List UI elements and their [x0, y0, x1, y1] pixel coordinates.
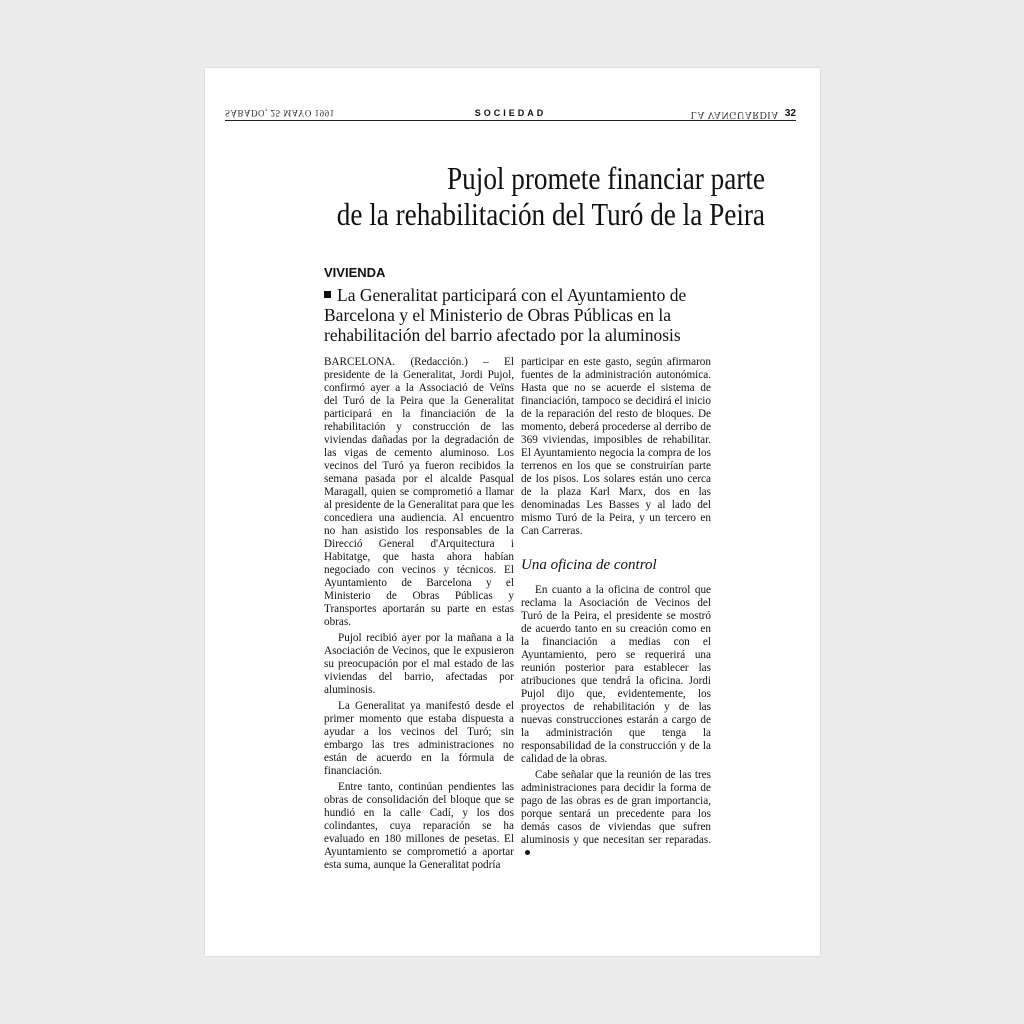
end-mark-icon: [525, 850, 530, 855]
masthead-right: [691, 107, 796, 120]
paragraph: En cuanto a la oficina de control que reclama la Asociación de Vecinos del Turó de la Peira, el presidente se mostró de acuerdo tanto en su creación como en la financiación a medias con el Ayuntamiento, pero se requerirá una reunión posterior para establecer las atribuciones que tendrá la oficina. Jordi Pujol dijo que, evidentemente, los proyectos de rehabilitación y de las nuevas construcciones estarán a cargo de la administración que tenga la responsabilidad de la construcción y de la calidad de la obras.: [521, 584, 711, 765]
headline-line-1: Pujol promete financiar parte: [447, 160, 765, 196]
paragraph-text: Cabe señalar que la reunión de las tres administraciones para decidir la forma de pago de las obras es de gran importancia, porque sentará un precedente para los demás casos de viviendas que sufren aluminosis y que necesitan ser reparadas.: [521, 769, 711, 846]
subheadline: [324, 285, 694, 345]
page-number: 32: [784, 108, 796, 119]
paragraph: Entre tanto, continúan pendientes las obras de consolidación del bloque que se hundió en la calle Cadí, y los dos colindantes, cuya reparación se ha evaluado en 180 millones de pesetas. El Ayuntamiento se comprometió a aportar esta suma, aunque la Generalitat podría: [324, 781, 514, 871]
paragraph: La Generalitat ya manifestó desde el primer momento que estaba dispuesta a ayudar a los vecinos del Turó; sin embargo las tres administraciones no están de acuerdo en la fórmula de financiación.: [324, 700, 514, 777]
article-column-1: [324, 356, 514, 875]
masthead-section: SOCIEDAD: [474, 108, 547, 118]
paragraph: Pujol recibió ayer por la mañana a la Asociación de Vecinos, que le expusieron su preocupación por el mal estado de las viviendas del barrio, afectadas por aluminosis.: [324, 632, 514, 696]
paragraph: BARCELONA. (Redacción.) – El presidente de la Generalitat, Jordi Pujol, confirmó ayer a la Associació de Veïns del Turó de la Peira que la Generalitat participará en la financiación de la rehabilitación y construcción de las viviendas dañadas por la degradación de las vigas de cemento aluminoso. Los vecinos del Turó ya fueron recibidos la semana pasada por el alcalde Pasqual Maragall, quien se comprometió a llamar al presidente de la Generalitat para que les concediera una audiencia. Al encuentro no han asistido los responsables de la Direcció General d'Arquitectura i Habitatge, que hasta ahora habían negociado con vecinos y técnicos. El Ayuntamiento de Barcelona y el Ministerio de Obras Públicas y Transportes aportarán su parte en estas obras.: [324, 356, 514, 628]
subheadline-text: La Generalitat participará con el Ayuntamiento de Barcelona y el Ministerio de Obras Públicas en la rehabilitación del barrio afectado por la aluminosis: [324, 285, 687, 345]
masthead-date: SÁBADO, 25 MAYO 1991: [225, 108, 335, 118]
column-subtitle: Una oficina de control: [521, 557, 657, 573]
paragraph-last: [521, 769, 711, 860]
article-column-2: [521, 356, 711, 863]
section-label: VIVIENDA: [324, 265, 386, 280]
masthead: [225, 107, 796, 119]
masthead-paper-name: LA VANGUARDIA: [690, 109, 779, 120]
headline-line-2: de la rehabilitación del Turó de la Peira: [336, 196, 765, 232]
newspaper-page: [205, 68, 820, 956]
bullet-square-icon: [324, 291, 331, 298]
paragraph: participar en este gasto, según afirmaron fuentes de la administración autonómica. Hasta que no se acuerde el sistema de financiación, tampoco se decidirá el inicio de la reparación del resto de bloques. De momento, deberá procederse al derribo de 369 viviendas, imposibles de rehabilitar. El Ayuntamiento negocia la compra de los terrenos en los que se construirían parte de los pisos. Los solares están uno cerca de la plaza Karl Marx, dos en las denominadas Les Basses y al lado del mismo Turó de la Peira, y un tercero en Can Carreras.: [521, 356, 711, 537]
masthead-rule: [225, 120, 796, 121]
headline: [323, 160, 765, 232]
